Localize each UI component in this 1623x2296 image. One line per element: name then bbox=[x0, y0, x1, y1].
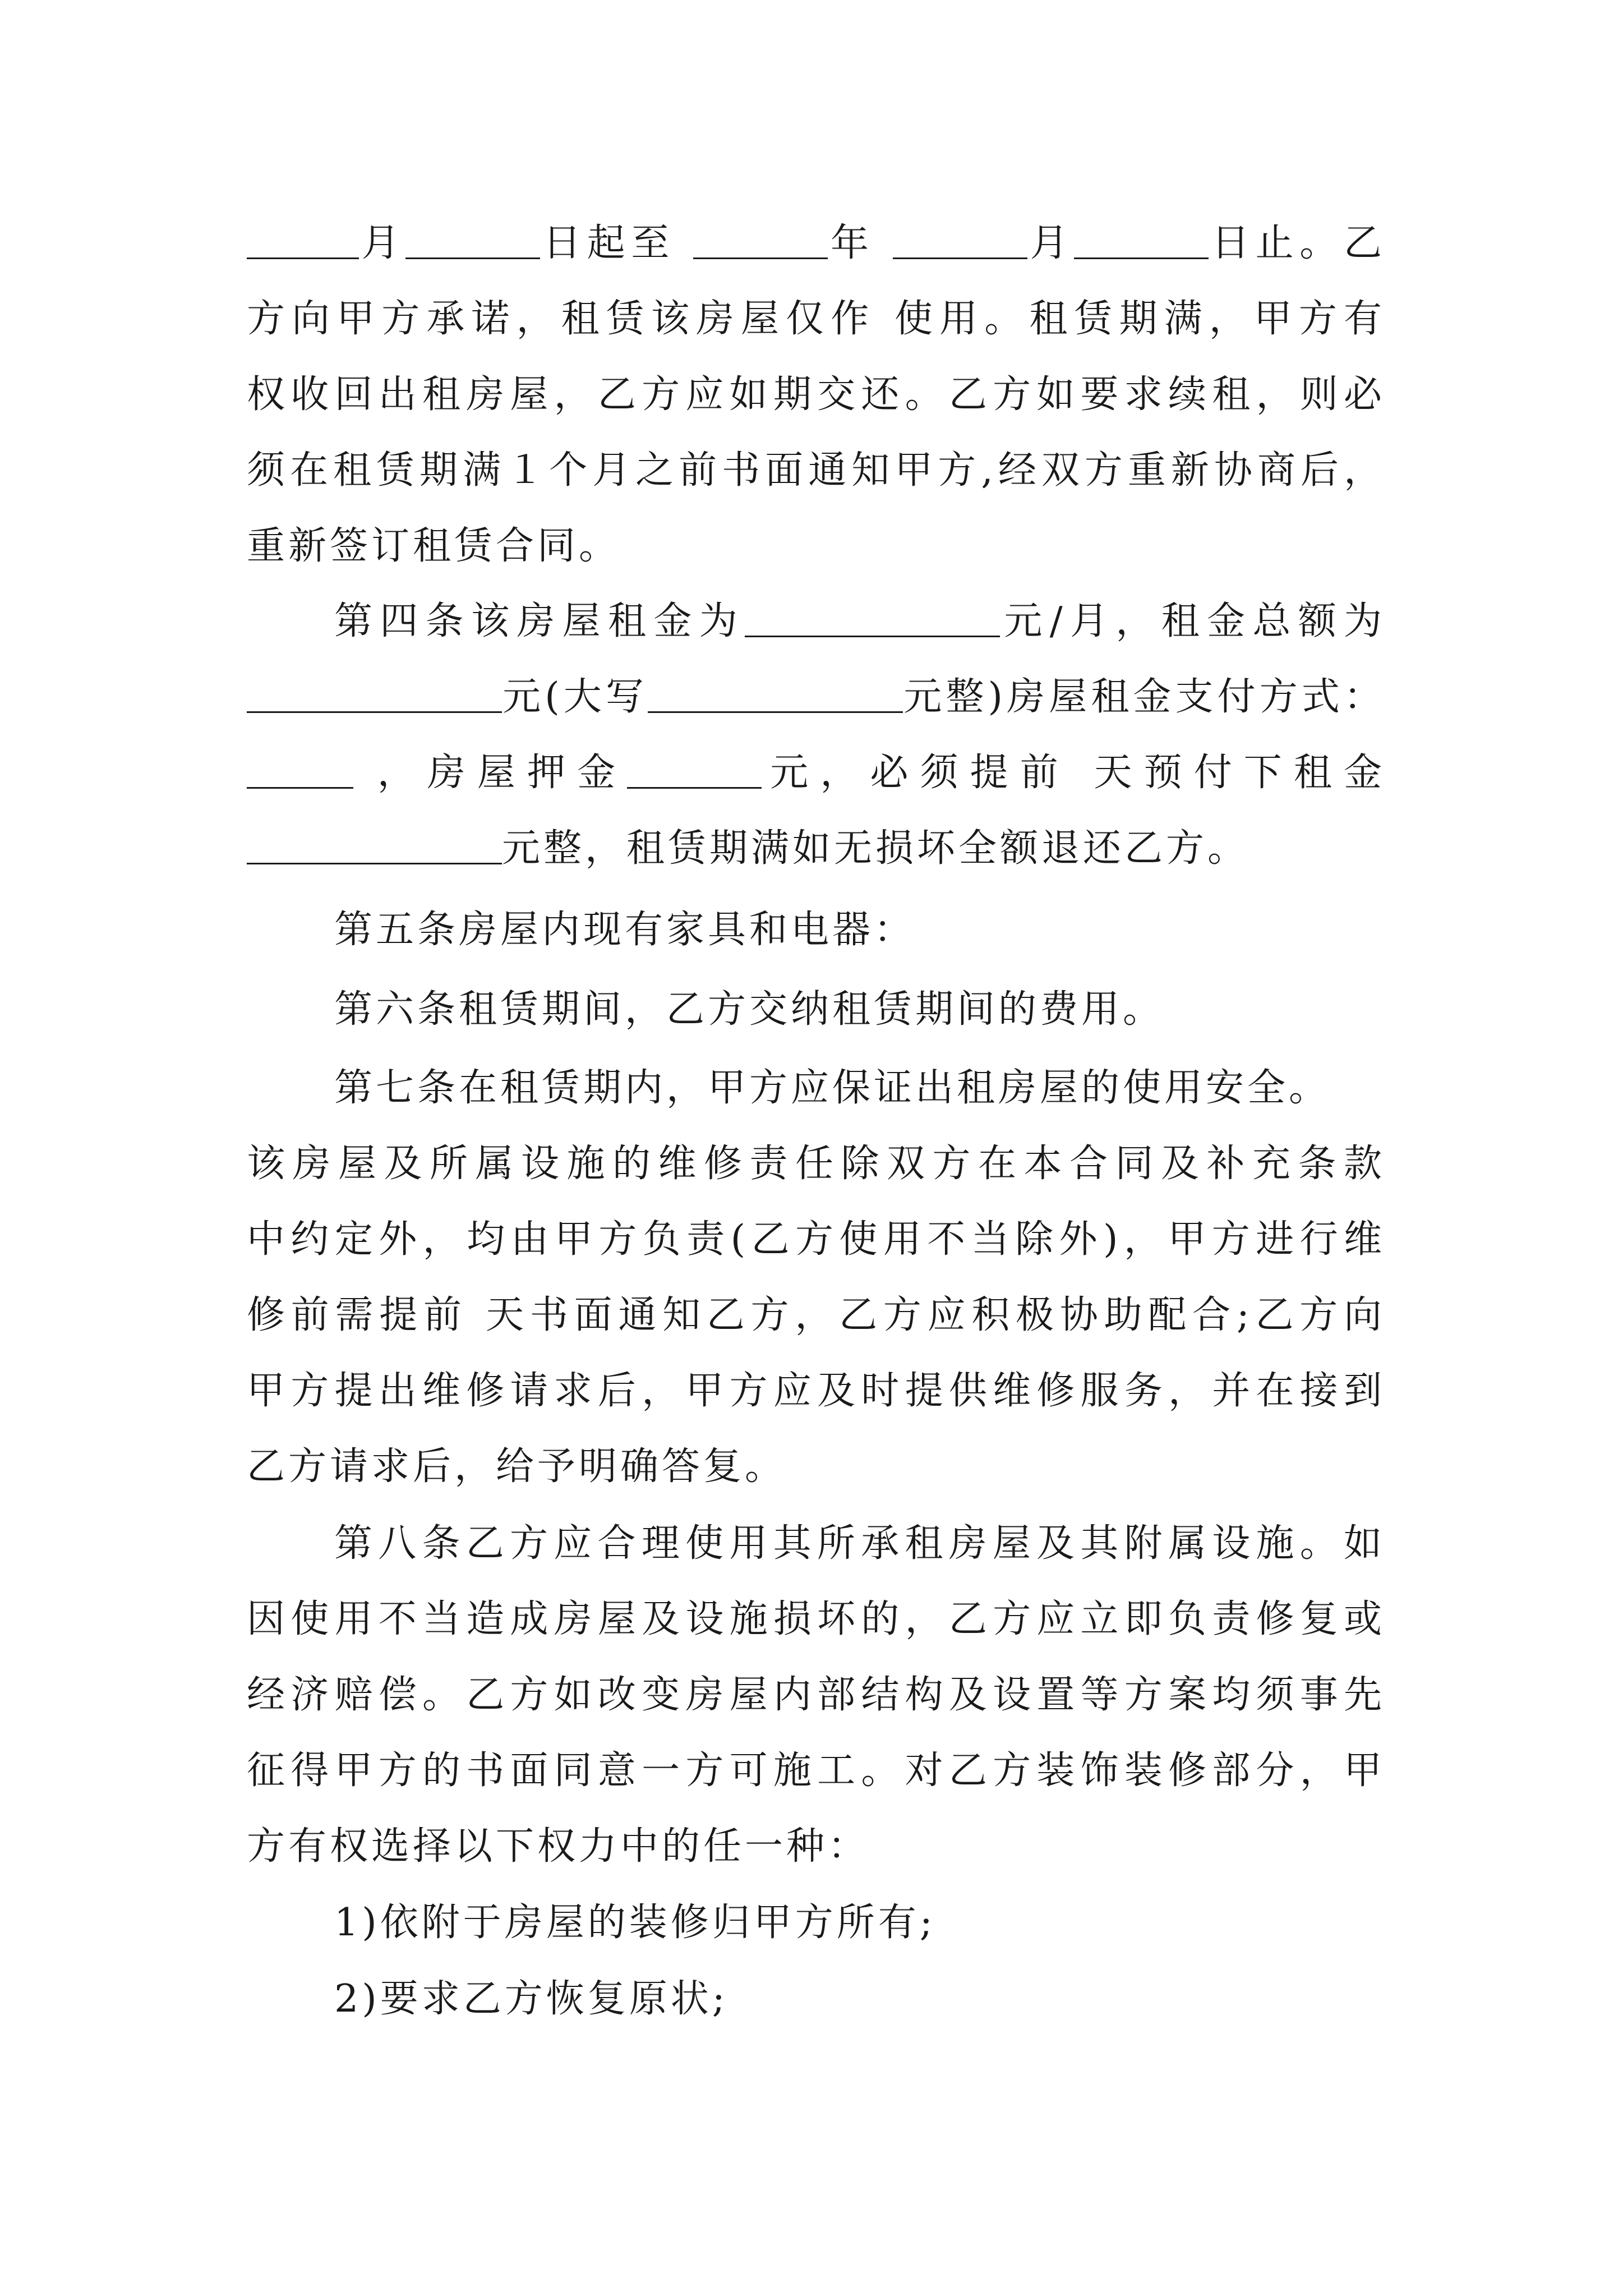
text-line: 第七条在租赁期内，甲方应保证出租房屋的使用安全。 bbox=[334, 1066, 1331, 1110]
blank-field[interactable] bbox=[247, 827, 502, 864]
text-line: 因使用不当造成房屋及设施损坏的，乙方应立即负责修复或 bbox=[247, 1597, 1385, 1641]
text-segment: 日起至 bbox=[540, 221, 676, 265]
text-segment: 年 bbox=[828, 221, 875, 265]
text-segment: 日止。乙 bbox=[1209, 221, 1385, 265]
text-segment: 第四条该房屋租金为 bbox=[334, 599, 745, 643]
blank-field[interactable] bbox=[247, 675, 502, 713]
text-line: 征得甲方的书面同意一方可施工。对乙方装饰装修部分，甲 bbox=[247, 1749, 1385, 1793]
text-segment: 月 bbox=[359, 221, 406, 265]
text-line: 重新签订租赁合同。 bbox=[247, 524, 621, 568]
text-line: 2)要求乙方恢复原状; bbox=[334, 1977, 728, 2021]
blank-field[interactable] bbox=[745, 600, 1000, 637]
text-line: 须在租赁期满１个月之前书面通知甲方,经双方重新协商后， bbox=[247, 448, 1385, 493]
text-segment: 元/月，租金总额为 bbox=[1000, 599, 1385, 643]
text-line: 第五条房屋内现有家具和电器： bbox=[334, 908, 916, 952]
text-segment: 元，必须提前 天预付下租金 bbox=[762, 751, 1385, 795]
text-line: 方有权选择以下权力中的任一种： bbox=[247, 1824, 870, 1869]
blank-field[interactable] bbox=[405, 222, 540, 259]
text-line: 第六条租赁期间，乙方交纳租赁期间的费用。 bbox=[334, 987, 1165, 1032]
text-line: 方向甲方承诺，租赁该房屋仅作 使用。租赁期满，甲方有 bbox=[247, 297, 1385, 341]
blank-field[interactable] bbox=[648, 675, 903, 713]
text-line: 经济赔偿。乙方如改变房屋内部结构及设置等方案均须事先 bbox=[247, 1673, 1385, 1717]
text-line: 甲方提出维修请求后，甲方应及时提供维修服务，并在接到 bbox=[247, 1369, 1385, 1413]
blank-field[interactable] bbox=[247, 222, 359, 259]
text-line: 乙方请求后，给予明确答复。 bbox=[247, 1444, 787, 1489]
blank-field[interactable] bbox=[247, 751, 353, 789]
text-line bbox=[247, 666, 1385, 728]
blank-field[interactable] bbox=[1074, 222, 1209, 259]
text-line: 中约定外，均由甲方负责(乙方使用不当除外)，甲方进行维 bbox=[247, 1217, 1385, 1262]
text-line: 第八条乙方应合理使用其所承租房屋及其附属设施。如 bbox=[334, 1521, 1385, 1566]
blank-field[interactable] bbox=[627, 751, 762, 789]
text-line: 权收回出租房屋，乙方应如期交还。乙方如要求续租，则必 bbox=[247, 372, 1385, 417]
text-segment: 元整，租赁期满如无损坏全额退还乙方。 bbox=[502, 826, 1249, 871]
text-segment: 元(大写 bbox=[502, 675, 648, 719]
blank-field[interactable] bbox=[893, 222, 1027, 259]
blank-field[interactable] bbox=[693, 222, 828, 259]
text-line: 该房屋及所属设施的维修责任除双方在本合同及补充条款 bbox=[247, 1142, 1385, 1186]
text-line bbox=[247, 213, 1385, 274]
text-segment: 元整)房屋租金支付方式： bbox=[903, 675, 1386, 719]
text-segment: ，房屋押金 bbox=[377, 751, 628, 795]
text-line bbox=[247, 742, 1385, 804]
text-line bbox=[334, 591, 1385, 652]
text-line: 修前需提前 天书面通知乙方，乙方应积极协助配合;乙方向 bbox=[247, 1293, 1385, 1337]
text-line: 1)依附于房屋的装修归甲方所有; bbox=[334, 1901, 936, 1945]
text-line bbox=[247, 818, 1385, 880]
text-segment: 月 bbox=[1027, 221, 1075, 265]
